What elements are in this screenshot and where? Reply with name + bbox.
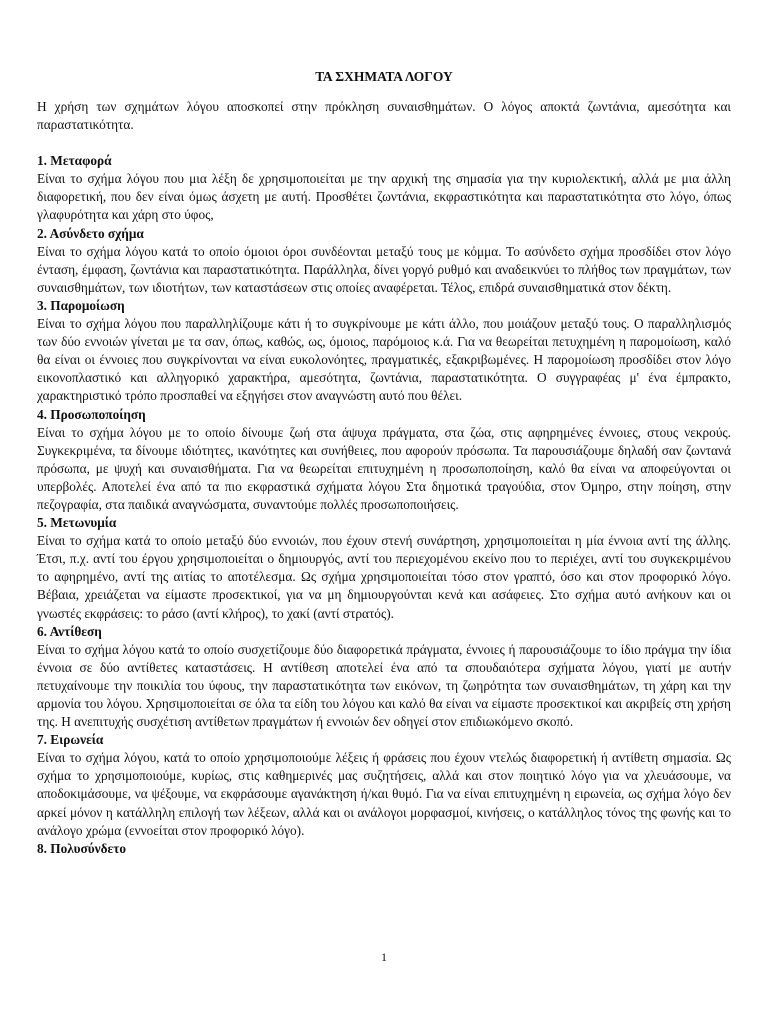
section-heading: 8. Πολυσύνδετο	[37, 840, 126, 856]
section-body: Είναι το σχήμα λόγου που παραλληλίζουμε κάτι ή το συγκρίνουμε με κάτι άλλο, που μοιάζουν μεταξύ τους. Ο παραλληλισμός των δύο εννοιών γίνεται με τα σαν, όπως, καθώς, ως, όμοιος, παρόμοιος κ.ά. Για να θεωρείται πετυχημένη η παρομοίωση, καλό θα είναι οι έννοιες που συγκρίνονται να είναι ευκολονόητες, πραγματικές, εξακριβωμένες. Η παρομοίωση προσδίδει στον λόγο εικονοπλαστικό και αλληγορικό χαρακτήρα, αμεσότητα, ζωντάνια, παραστατικότητα. Ο συγγραφέας μ' ένα έμπρακτο, χαρακτηριστικό τρόπο προσπαθεί να εξηγήσει στον αναγνώστη αυτό που θέλει.	[37, 316, 731, 404]
section-body: Είναι το σχήμα λόγου κατά το οποίο συσχετίζουμε δύο διαφορετικά πράγματα, έννοιες ή παρουσιάζουμε το ίδιο πράγμα την ίδια έννοια σε δύο αντίθετες καταστάσεις. Η αντίθεση αποτελεί ένα από τα σπουδαιότερα σχήματα λόγου, γιατί με αυτήν πετυχαίνουμε την ποικιλία του ύφους, την παραστατικότητα των εικόνων, τη ζωηρότητα των συναισθημάτων, τη χάρη και την αρμονία του λόγου. Χρησιμοποιείται σε όλα τα είδη του λόγου και καλό θα είναι να είμαστε προσεκτικοί και ακριβείς στη χρήση της. Η ανεπιτυχής συσχέτιση αντίθετων πραγμάτων ή εννοιών δεν οδηγεί στον επιδιωκόμενο σκοπό.	[37, 641, 731, 730]
section-heading: 2. Ασύνδετο σχήμα	[37, 225, 144, 241]
document-page	[37, 0, 731, 1024]
section-body: Είναι το σχήμα λόγου που μια λέξη δε χρησιμοποιείται με την αρχική της σημασία για την κυριολεκτική, αλλά με μια άλλη διαφορετική, που δεν είναι όμως άσχετη με αυτή. Προσθέτει ζωντάνια, εκφραστικότητα και παραστατικότητα στο λόγο, όπως γλαφυρότητα και χάρη στο ύφος,	[37, 171, 731, 223]
section-polysyndeto	[37, 840, 731, 858]
section-body: Είναι το σχήμα λόγου, κατά το οποίο χρησιμοποιούμε λέξεις ή φράσεις που έχουν ντελώς διαφορετική ή αντίθετη σημασία. Ως σχήμα το χρησιμοποιούμε, κυρίως, στις καθημερινές μας συζητήσεις, αλλά και στον ποιητικό λόγο για να χλευάσουμε, να αποδοκιμάσουμε, να ψέξουμε, να εκφράσουμε αγανάκτηση ή/και θυμό. Για να είναι επιτυχημένη η ειρωνεία, ως σχήμα λόγο δεν αρκεί μόνον η κατάλληλη επιλογή των λέξεων, αλλά και οι ανάλογοι μορφασμοί, κινήσεις, ο κατάλληλος τόνος της φωνής και το ανάλογο χρώμα (εννοείται στον προφορικό λόγο).	[37, 750, 731, 838]
document-title: ΤΑ ΣΧΗΜΑΤΑ ΛΟΓΟΥ	[315, 69, 453, 84]
section-asyndeto	[37, 225, 731, 297]
section-heading: 1. Μεταφορά	[37, 153, 112, 169]
intro-paragraph: Η χρήση των σχημάτων λόγου αποσκοπεί στην πρόκληση συναισθημάτων. Ο λόγος αποκτά ζωντάνια, αμεσότητα και παραστατικότητα.	[37, 99, 731, 133]
section-body: Είναι το σχήμα κατά το οποίο μεταξύ δύο εννοιών, που έχουν στενή συνάρτηση, χρησιμοποιείται η μία έννοια αντί της άλλης. Έτσι, π.χ. αντί του έργου χρησιμοποιείται ο δημιουργός, αντί του περιεχομένου εκείνο που το περιέχει, αντί του συγκεκριμένου το αφηρημένο, αντί της αιτίας το αποτέλεσμα. Ως σχήμα χρησιμοποιείται τόσο στον γραπτό, όσο και στον προφορικό λόγο. Βέβαια, χρειάζεται να είμαστε προσεκτικοί, για να μη δημιουργούνται κενά και ασάφειες. Στο σχήμα αυτό ανήκουν και οι γνωστές εκφράσεις: το ράσο (αντί κλήρος), το χακί (αντί στρατός).	[37, 533, 731, 621]
section-metafora	[37, 152, 731, 224]
section-heading: 6. Αντίθεση	[37, 623, 102, 639]
section-paromoiosi	[37, 297, 731, 406]
section-heading: 5. Μετωνυμία	[37, 515, 117, 531]
section-heading: 4. Προσωποποίηση	[37, 406, 146, 422]
section-metonymia	[37, 514, 731, 623]
section-body: Είναι το σχήμα λόγου κατά το οποίο όμοιοι όροι συνδέονται μεταξύ τους με κόμμα. Το ασύνδετο σχήμα προσδίδει στον λόγο ένταση, έμφαση, ζωντάνια και παραστατικότητα. Παράλληλα, δίνει γοργό ρυθμό και αναδεικνύει το πλήθος των πραγμάτων, των συναισθημάτων, των ιδιοτήτων, των καταστάσεων στις οποίες αναφέρεται. Τέλος, επιδρά συναισθηματικά στον δέκτη.	[37, 243, 731, 295]
section-heading: 7. Ειρωνεία	[37, 732, 104, 748]
section-body: Είναι το σχήμα λόγου με το οποίο δίνουμε ζωή στα άψυχα πράγματα, στα ζώα, στις αφηρημένες έννοιες, στους νεκρούς. Συγκεκριμένα, τα δίνουμε ιδιότητες, ικανότητες και συνήθειες, που αφορούν πρόσωπα. Τα παρουσιάζουμε δηλαδή σαν ζωντανά πρόσωπα, με ψυχή και συναισθήματα. Για να θεωρείται επιτυχημένη η προσωποποίηση, καλό θα είναι να αποφεύγονται οι υπερβολές. Αποτελεί ένα από τα πιο εκφραστικά σχήματα λόγου Στα δημοτικά τραγούδια, στον Όμηρο, στην ποίηση, στην πεζογραφία, στα παιδικά αναγνώσματα, συναντούμε πολλές προσωποποιήσεις.	[37, 424, 731, 512]
section-eironeia	[37, 731, 731, 840]
section-prosopopoiisi	[37, 406, 731, 515]
section-heading: 3. Παρομοίωση	[37, 297, 125, 313]
page-number: 1	[381, 950, 387, 964]
section-antithesi	[37, 623, 731, 732]
document-body	[37, 98, 731, 858]
